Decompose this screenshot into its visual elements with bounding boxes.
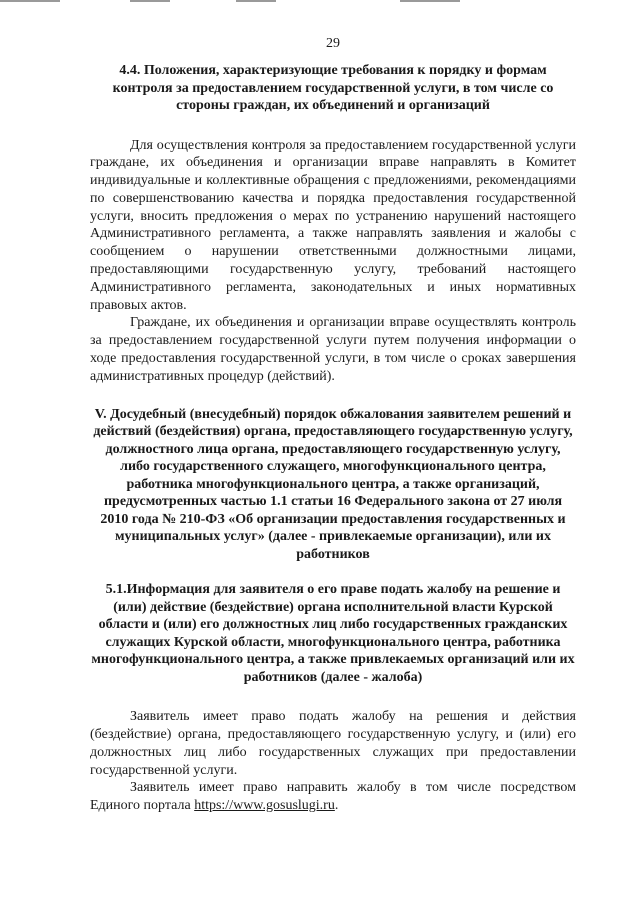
document-page xyxy=(90,36,576,815)
section-4-4-paragraph-2: Граждане, их объединения и организации вправе осуществлять контроль за предоставлением государственной услуги путем получения информации о ходе предоставления государственной услуги, в том числе о сроках завершения административных процедур (действий). xyxy=(90,315,576,384)
section-5-1-title: 5.1.Информация для заявителя о его праве подать жалобу на решение и (или) действие (бездействие) органа исполнительной власти Курской области и (или) его должностных лиц либо государственных гражданских служащих Курской области, многофункционального центра, работника многофункционального центра, а также привлекаемых организаций или их работников (далее - жалоба) xyxy=(91,582,575,685)
paragraph-2-end: . xyxy=(334,798,339,814)
section-5-1-paragraph-1: Заявитель имеет право подать жалобу на решения и действия (бездействие) органа, предоставляющего государственную услугу, и (или) его должностных лиц либо государственных служащих при предоставлении государственной услуги. xyxy=(90,709,576,778)
paragraph-2-text: Заявитель имеет право направить жалобу в том числе посредством Единого портала xyxy=(90,780,576,814)
scan-edge-marks xyxy=(0,0,640,6)
gosuslugi-link[interactable]: https://www.gosuslugi.ru xyxy=(194,798,335,814)
section-4-4-paragraph-1: Для осуществления контроля за предоставлением государственной услуги граждане, их объединения и организации вправе направлять в Комитет индивидуальные и коллективные обращения с предложениями, рекомендациями по совершенствованию качества и порядка предоставления государственной услуги, вносить предложения о мерах по устранению нарушений настоящего Административного регламента, а также направлять заявления и жалобы с сообщением о нарушении ответственными должностными лицами, предоставляющими государственную услугу, требований настоящего Административного регламента, законодательных и иных нормативных правовых актов. xyxy=(90,137,576,313)
section-5-1-paragraph-2 xyxy=(90,779,576,815)
section-v-title: V. Досудебный (внесудебный) порядок обжалования заявителем решений и действий (бездействия) органа, предоставляющего государственную услугу, должностного лица органа, предоставляющего государственную услугу, либо государственного служащего, многофункционального центра, работника многофункционального центра, а также организаций, предусмотренных частью 1.1 статьи 16 Федерального закона от 27 июля 2010 года № 210-ФЗ «Об организации предоставления государственных и муниципальных услуг» (далее - привлекаемые организации), или их работников xyxy=(93,406,573,562)
section-4-4-title: 4.4. Положения, характеризующие требования к порядку и формам контроля за предоставлением государственной услуги, в том числе со стороны граждан, их объединений и организаций xyxy=(112,63,554,113)
page-number: 29 xyxy=(326,36,340,51)
